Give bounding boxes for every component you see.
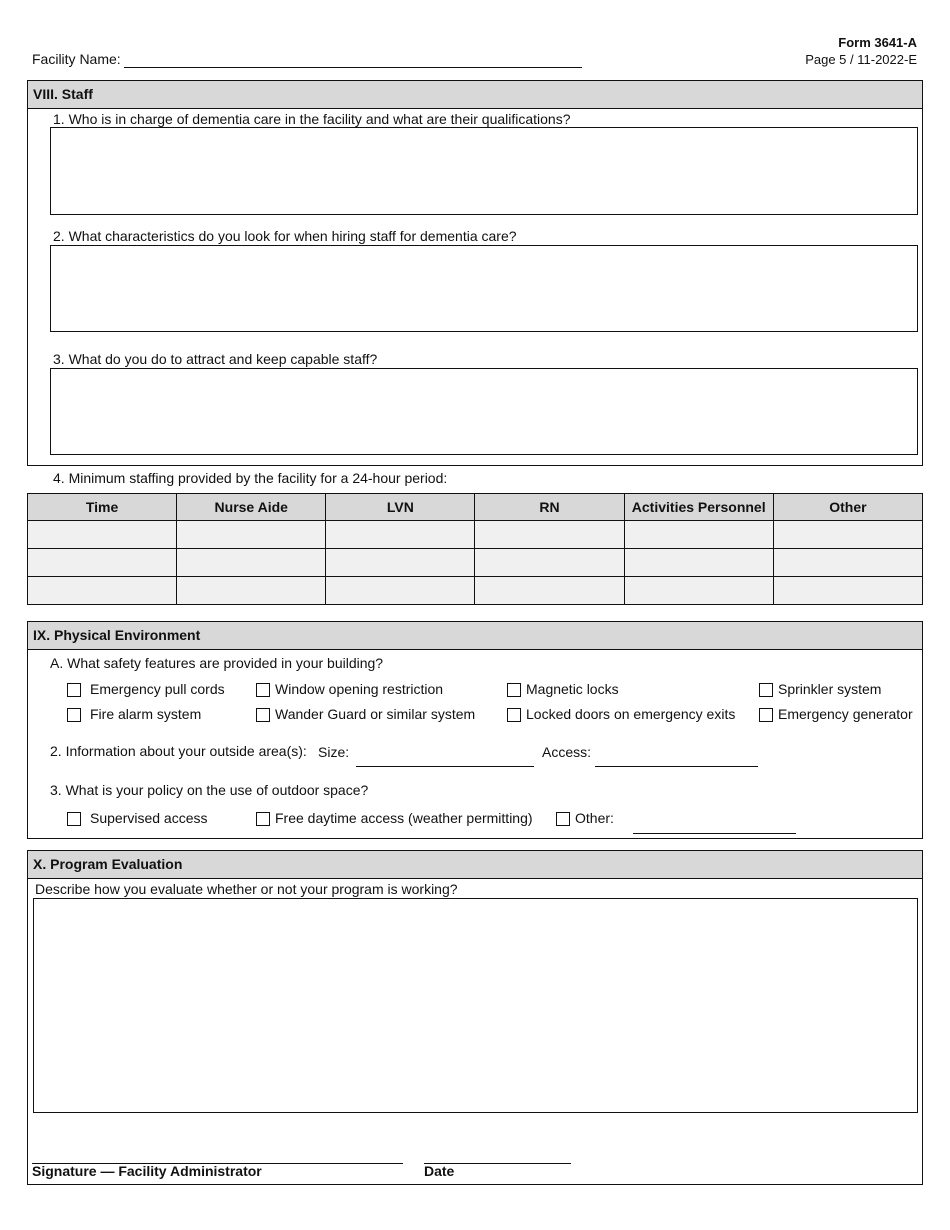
- checkbox-label: Wander Guard or similar system: [275, 706, 476, 722]
- table-cell[interactable]: [773, 577, 922, 605]
- physical-environment-section: [27, 621, 923, 839]
- outdoor-policy-label: 3. What is your policy on the use of outdoor space?: [50, 782, 369, 798]
- table-cell[interactable]: [28, 549, 177, 577]
- staff-q3-answer-box[interactable]: [50, 368, 918, 455]
- staff-q4-label: 4. Minimum staffing provided by the facility for a 24-hour period:: [53, 470, 448, 486]
- column-header-lvn: LVN: [326, 494, 475, 521]
- column-header-rn: RN: [475, 494, 624, 521]
- facility-name-field[interactable]: [124, 67, 582, 68]
- checkbox-label: Emergency pull cords: [90, 681, 225, 697]
- table-cell[interactable]: [326, 577, 475, 605]
- evaluation-prompt: Describe how you evaluate whether or not your program is working?: [35, 881, 458, 897]
- table-cell[interactable]: [475, 521, 624, 549]
- staff-section-title: VIII. Staff: [28, 81, 922, 109]
- outside-area-label: 2. Information about your outside area(s):: [50, 743, 307, 759]
- size-field[interactable]: [356, 766, 534, 767]
- checkbox-wander-guard[interactable]: [256, 708, 270, 722]
- signature-label: Signature — Facility Administrator: [32, 1163, 262, 1179]
- column-header-other: Other: [773, 494, 922, 521]
- staff-q2-label: 2. What characteristics do you look for when hiring staff for dementia care?: [53, 228, 517, 244]
- checkbox-sprinkler-system[interactable]: [759, 683, 773, 697]
- facility-name-label: Facility Name:: [32, 51, 121, 67]
- table-cell[interactable]: [624, 577, 773, 605]
- form-number: Form 3641-A: [838, 35, 917, 50]
- column-header-time: Time: [28, 494, 177, 521]
- checkbox-label: Locked doors on emergency exits: [526, 706, 736, 722]
- checkbox-magnetic-locks[interactable]: [507, 683, 521, 697]
- table-cell[interactable]: [177, 549, 326, 577]
- table-cell[interactable]: [773, 549, 922, 577]
- checkbox-label: Supervised access: [90, 810, 208, 826]
- table-row: [28, 577, 923, 605]
- table-cell[interactable]: [475, 577, 624, 605]
- table-cell[interactable]: [326, 549, 475, 577]
- other-field[interactable]: [633, 833, 796, 834]
- size-label: Size:: [318, 744, 350, 760]
- date-label: Date: [424, 1163, 455, 1179]
- staff-q3-label: 3. What do you do to attract and keep capable staff?: [53, 351, 378, 367]
- checkbox-label: Window opening restriction: [275, 681, 444, 697]
- staff-q1-label: 1. Who is in charge of dementia care in the facility and what are their qualifications?: [53, 111, 571, 127]
- table-row: [28, 521, 923, 549]
- checkbox-label: Emergency generator: [778, 706, 913, 722]
- access-label: Access:: [542, 744, 592, 760]
- page-info: Page 5 / 11-2022-E: [805, 52, 917, 67]
- table-cell[interactable]: [177, 521, 326, 549]
- table-cell[interactable]: [624, 549, 773, 577]
- column-header-nurse-aide: Nurse Aide: [177, 494, 326, 521]
- evaluation-section-title: X. Program Evaluation: [28, 851, 922, 879]
- checkbox-other[interactable]: [556, 812, 570, 826]
- checkbox-locked-doors[interactable]: [507, 708, 521, 722]
- safety-question-label: A. What safety features are provided in your building?: [50, 655, 384, 671]
- physical-section-title: IX. Physical Environment: [28, 622, 922, 650]
- checkbox-emergency-pull-cords[interactable]: [67, 683, 81, 697]
- table-cell[interactable]: [624, 521, 773, 549]
- column-header-activities-personnel: Activities Personnel: [624, 494, 773, 521]
- table-cell[interactable]: [326, 521, 475, 549]
- checkbox-supervised-access[interactable]: [67, 812, 81, 826]
- table-cell[interactable]: [28, 521, 177, 549]
- table-cell[interactable]: [28, 577, 177, 605]
- checkbox-fire-alarm-system[interactable]: [67, 708, 81, 722]
- checkbox-free-daytime-access[interactable]: [256, 812, 270, 826]
- access-field[interactable]: [595, 766, 758, 767]
- staff-q2-answer-box[interactable]: [50, 245, 918, 332]
- evaluation-answer-box[interactable]: [33, 898, 918, 1113]
- staffing-table-header: [28, 494, 923, 521]
- table-cell[interactable]: [475, 549, 624, 577]
- checkbox-emergency-generator[interactable]: [759, 708, 773, 722]
- checkbox-label: Free daytime access (weather permitting): [275, 810, 533, 826]
- staffing-table: [27, 493, 923, 605]
- checkbox-label: Fire alarm system: [90, 706, 202, 722]
- checkbox-label: Sprinkler system: [778, 681, 882, 697]
- checkbox-label: Magnetic locks: [526, 681, 619, 697]
- checkbox-window-opening-restriction[interactable]: [256, 683, 270, 697]
- table-row: [28, 549, 923, 577]
- checkbox-label: Other:: [575, 810, 614, 826]
- table-cell[interactable]: [177, 577, 326, 605]
- table-cell[interactable]: [773, 521, 922, 549]
- staff-q1-answer-box[interactable]: [50, 127, 918, 215]
